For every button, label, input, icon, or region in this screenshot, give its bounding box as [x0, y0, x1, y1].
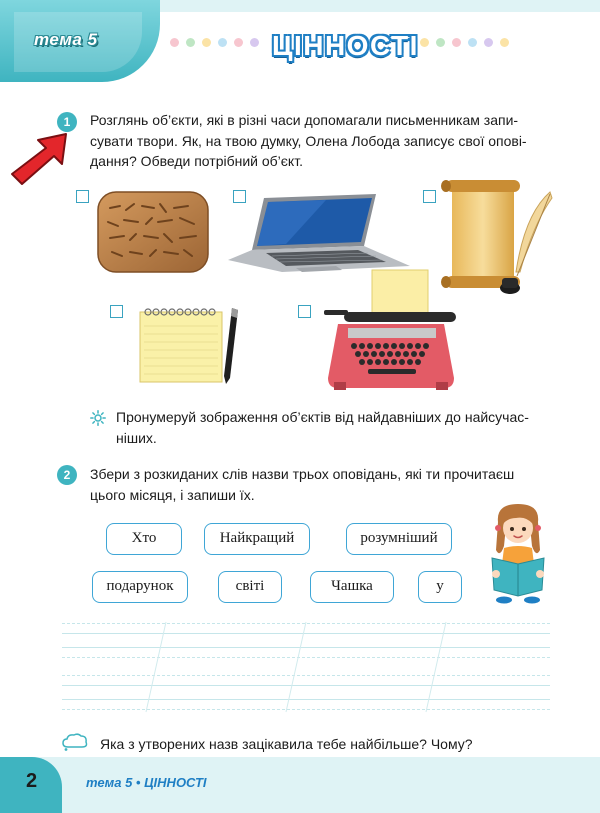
pointer-arrow-icon	[8, 132, 68, 188]
decor-dot	[202, 38, 211, 47]
notepad-pen-icon	[134, 304, 244, 388]
task2-text: Збери з розкиданих слів назви трьох оповідань, які ти прочитаєш цього місяця, і запиши їх.	[90, 466, 515, 503]
decor-dot	[436, 38, 445, 47]
decor-dot	[500, 38, 509, 47]
word-card: Найкращий	[204, 523, 310, 555]
task-number-1: 1	[57, 112, 77, 132]
decor-dot	[484, 38, 493, 47]
decor-dot	[452, 38, 461, 47]
checkbox-typewriter[interactable]	[298, 305, 311, 318]
slant-guides	[62, 620, 550, 714]
word-card: подарунок	[92, 571, 188, 603]
word-card: розумніший	[346, 523, 452, 555]
footer-running-title: тема 5 • ЦІННОСТІ	[86, 775, 207, 790]
checkbox-scroll-quill[interactable]	[423, 190, 436, 203]
decor-dot	[250, 38, 259, 47]
thought-cloud-icon	[62, 733, 88, 751]
clay-tablet-icon	[94, 186, 212, 278]
decor-dot	[468, 38, 477, 47]
checkbox-notepad-pen[interactable]	[110, 305, 123, 318]
typewriter-icon	[316, 266, 466, 394]
laptop-icon	[226, 190, 412, 274]
word-card: у	[418, 571, 462, 603]
word-card: Хто	[106, 523, 182, 555]
decor-dot	[234, 38, 243, 47]
decor-dot	[170, 38, 179, 47]
page-title: ЦІННОСТІ	[272, 30, 419, 61]
word-card: Чашка	[310, 571, 394, 603]
question-text: Яка з утворених назв зацікавила тебе найбільше? Чому?	[100, 736, 473, 752]
word-card: світі	[218, 571, 282, 603]
page-number: 2	[26, 770, 38, 792]
sun-icon	[90, 410, 106, 426]
girl-reading-icon	[486, 500, 550, 604]
task-number-2: 2	[57, 465, 77, 485]
checkbox-clay-tablet[interactable]	[76, 190, 89, 203]
task1-text: Розглянь об’єкти, які в різні часи допомагали письменникам запи- сувати твори. Як, на твою думку, Олена Лобода записує свої опові- дання? Обведи потрібний об’єкт.	[90, 112, 527, 169]
decor-dot	[218, 38, 227, 47]
theme-label: тема 5	[34, 30, 98, 49]
task1-subtask-text: Пронумеруй зображення об’єктів від найдавніших до найсучас- ніших.	[116, 409, 529, 446]
decor-dot	[186, 38, 195, 47]
decor-dot	[420, 38, 429, 47]
